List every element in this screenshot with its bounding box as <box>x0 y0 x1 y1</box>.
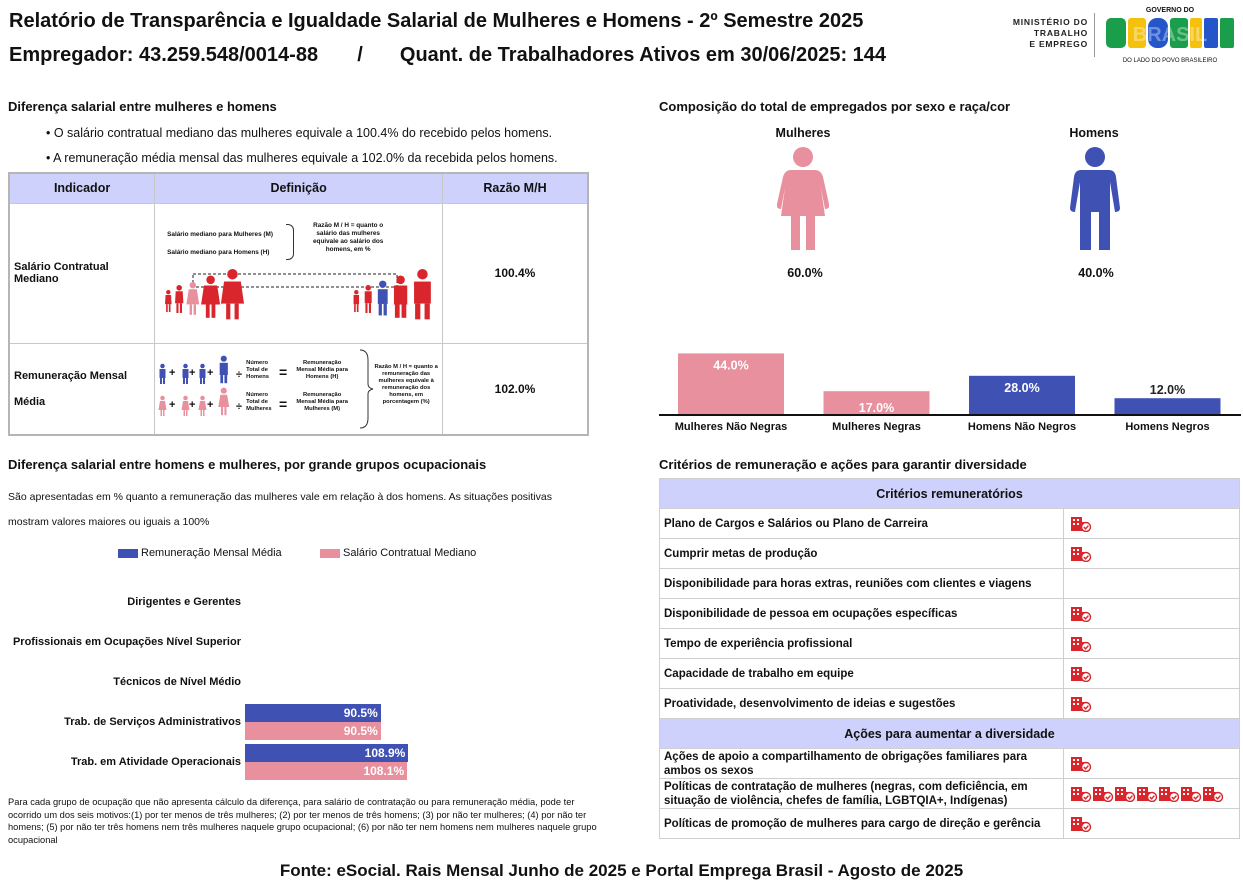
plus-2: + <box>189 366 196 379</box>
indicator-median-label: Salário Contratual Mediano <box>9 203 155 343</box>
salary-gap-title: Diferença salarial entre mulheres e homens <box>8 99 277 114</box>
indicator-table <box>8 172 589 436</box>
building-check-icon <box>1092 786 1114 802</box>
median-people-illustration <box>155 260 444 340</box>
criteria-item-label-1: Cumprir metas de produção <box>660 539 1064 569</box>
result-men: Remuneração Mensal Média para Homens (H) <box>296 359 348 380</box>
building-check-icon <box>1070 546 1092 562</box>
employer-id: Empregador: 43.259.548/0014-88 <box>9 44 319 66</box>
gov-top-text: GOVERNO DO <box>1145 7 1195 14</box>
criteria-item-row <box>660 659 1240 689</box>
occ-bar-3-0: 90.5% <box>245 704 381 722</box>
criteria-head-1-text: Critérios remuneratórios <box>660 479 1240 509</box>
indicator-row-remuneration <box>9 343 588 435</box>
criteria-item-label-4: Tempo de experiência profissional <box>660 629 1064 659</box>
building-check-icon <box>1070 666 1092 682</box>
criteria-head-2 <box>660 719 1240 749</box>
diversity-item-row <box>660 809 1240 839</box>
women-label: Mulheres <box>775 126 831 140</box>
remuneration-label-2: Média <box>14 395 46 408</box>
criteria-table <box>659 478 1240 839</box>
men-pct: 40.0% <box>1078 266 1114 280</box>
criteria-item-row <box>660 539 1240 569</box>
equals-2: = <box>279 395 288 412</box>
plus-1: + <box>169 366 176 379</box>
diversity-item-icons-1 <box>1064 779 1240 809</box>
indicator-row-median <box>9 203 588 343</box>
total-women: Número Total de Mulheres <box>246 391 272 412</box>
criteria-item-row <box>660 599 1240 629</box>
plus-3: + <box>207 366 214 379</box>
criteria-head-2-text: Ações para aumentar a diversidade <box>660 719 1240 749</box>
total-men: Número Total de Homens <box>246 359 270 380</box>
criteria-item-icons-3 <box>1064 599 1240 629</box>
plus-6: + <box>207 398 214 411</box>
building-check-icon <box>1070 636 1092 652</box>
criteria-item-row <box>660 629 1240 659</box>
median-women-line: Salário mediano para Mulheres (M) <box>167 230 273 238</box>
header-definition: Definição <box>155 173 443 203</box>
criteria-item-icons-2 <box>1064 569 1240 599</box>
criteria-item-icons-1 <box>1064 539 1240 569</box>
median-men-line: Salário mediano para Homens (H) <box>167 248 270 256</box>
divide-2: ÷ <box>236 400 243 413</box>
occ-bar-4-1: 108.1% <box>245 762 407 780</box>
legend-median-text: Salário Contratual Mediano <box>343 547 477 559</box>
occ-bar-4-0: 108.9% <box>245 744 408 762</box>
occupational-desc-1: São apresentadas em % quanto a remuneração das mulheres vale em relação à dos homens. As situações positivas <box>8 491 552 503</box>
header-ratio: Razão M/H <box>443 173 589 203</box>
legend-median <box>320 547 476 559</box>
comp-bar-label-1: 17.0% <box>858 401 895 415</box>
legend-remuneration-text: Remuneração Mensal Média <box>141 547 282 559</box>
gov-brasil-logo <box>1103 5 1237 65</box>
criteria-item-icons-6 <box>1064 689 1240 719</box>
building-check-icon <box>1070 696 1092 712</box>
woman-icon <box>777 146 829 250</box>
employer-line <box>9 44 886 67</box>
ministry-logo <box>996 17 1088 50</box>
ministry-line-3: E EMPREGO <box>1029 39 1088 49</box>
criteria-item-icons-4 <box>1064 629 1240 659</box>
diversity-item-icons-2 <box>1064 809 1240 839</box>
building-check-icon <box>1070 606 1092 622</box>
diversity-item-label-0: Ações de apoio a compartilhamento de obrigações familiares para ambos os sexos <box>660 749 1064 779</box>
median-note: Razão M / H = quanto o salário das mulheres equivale ao salário dos homens, em % <box>312 221 384 253</box>
header-indicator: Indicador <box>9 173 155 203</box>
ratio-remuneration: 102.0% <box>443 343 589 435</box>
report-title: Relatório de Transparência e Igualdade Salarial de Mulheres e Homens - 2º Semestre 2025 <box>9 10 864 32</box>
occupational-desc-2: mostram valores maiores ou iguais a 100% <box>8 516 210 528</box>
criteria-item-icons-0 <box>1064 509 1240 539</box>
occ-bar-3-1: 90.5% <box>245 722 381 740</box>
women-pct: 60.0% <box>787 266 823 280</box>
definition-median <box>155 203 443 343</box>
occ-category-3: Trab. de Serviços Administrativos <box>64 716 241 728</box>
man-icon <box>1070 146 1120 250</box>
women-group <box>165 269 244 319</box>
gov-word: BRASIL <box>1132 24 1208 46</box>
building-check-icon <box>1070 756 1092 772</box>
criteria-head-1 <box>660 479 1240 509</box>
result-women: Remuneração Mensal Média para Mulheres (M) <box>296 391 348 412</box>
building-check-icon <box>1202 786 1224 802</box>
criteria-item-label-3: Disponibilidade de pessoa em ocupações específicas <box>660 599 1064 629</box>
occupational-description <box>8 485 552 535</box>
remuneration-note: Razão M / H = quanto a remuneração das mulheres equivale à remuneração dos homens, em porcentagem (%) <box>374 363 438 405</box>
active-workers: Quant. de Trabalhadores Ativos em 30/06/2025: 144 <box>399 44 887 66</box>
bullet-remuneration: • A remuneração média mensal das mulheres equivale a 102.0% da recebida pelos homens. <box>46 151 558 165</box>
legend-swatch-blue <box>118 549 138 558</box>
criteria-item-row <box>660 689 1240 719</box>
comp-category-1: Mulheres Negras <box>832 421 921 433</box>
separator: / <box>357 44 363 66</box>
criteria-title: Critérios de remuneração e ações para garantir diversidade <box>659 457 1027 472</box>
criteria-item-row <box>660 509 1240 539</box>
legend-remuneration <box>118 547 282 559</box>
composition-bar-chart <box>659 345 1241 440</box>
diversity-item-row <box>660 779 1240 809</box>
legend-swatch-pink <box>320 549 340 558</box>
occ-category-0: Dirigentes e Gerentes <box>127 596 241 608</box>
plus-5: + <box>189 398 196 411</box>
divide-1: ÷ <box>236 368 243 381</box>
building-check-icon <box>1158 786 1180 802</box>
comp-category-0: Mulheres Não Negras <box>674 421 788 433</box>
criteria-item-label-5: Capacidade de trabalho em equipe <box>660 659 1064 689</box>
occupational-title: Diferença salarial entre homens e mulheres, por grande grupos ocupacionais <box>8 457 487 472</box>
bullet-contract: • O salário contratual mediano das mulheres equivale a 100.4% do recebido pelos homens. <box>46 126 553 140</box>
diversity-item-row <box>660 749 1240 779</box>
comp-bar-label-0: 44.0% <box>713 358 749 373</box>
footer-source: Fonte: eSocial. Rais Mensal Junho de 2025 e Portal Emprega Brasil - Agosto de 2025 <box>279 861 964 880</box>
comp-category-3: Homens Negros <box>1125 421 1210 433</box>
building-check-icon <box>1070 516 1092 532</box>
equals-1: = <box>279 363 288 380</box>
plus-4: + <box>169 398 176 411</box>
criteria-item-label-2: Disponibilidade para horas extras, reuniões com clientes e viagens <box>660 569 1064 599</box>
composition-title: Composição do total de empregados por sexo e raça/cor <box>659 99 1011 114</box>
diversity-item-label-2: Políticas de promoção de mulheres para cargo de direção e gerência <box>660 809 1064 839</box>
indicator-remuneration-label <box>9 343 155 435</box>
ministry-line-1: MINISTÉRIO DO <box>1012 17 1088 27</box>
gov-sub-text: DO LADO DO POVO BRASILEIRO <box>1122 58 1218 64</box>
building-check-icon <box>1180 786 1202 802</box>
criteria-item-label-0: Plano de Cargos e Salários ou Plano de Carreira <box>660 509 1064 539</box>
building-check-icon <box>1136 786 1158 802</box>
diversity-item-label-1: Políticas de contratação de mulheres (negras, com deficiência, em situação de violência, chefes de família, LGBTQIA+, Indígenas) <box>660 779 1064 809</box>
building-check-icon <box>1070 786 1092 802</box>
occupational-note: Para cada grupo de ocupação que não apresenta cálculo da diferença, para salário de contratação ou para remuneração média, pode ter ocorrido um dos seis motivos:(1) por ter menos de três mulheres; (2) por ter menos de três homens; (3) por não ter mulheres; (4) por não ter homens; (5) por não ter três homens nem três mulheres naquele grupo ocupacional; (6) por não ter nem homens nem mulheres naquele grupo ocupacional <box>8 797 597 845</box>
ministry-line-2: TRABALHO <box>1033 28 1088 38</box>
occ-category-1: Profissionais em Ocupações Nível Superior <box>12 636 241 648</box>
comp-bar-3 <box>1115 398 1221 415</box>
criteria-item-label-6: Proatividade, desenvolvimento de ideias e sugestões <box>660 689 1064 719</box>
occupational-bar-chart <box>0 582 600 782</box>
criteria-item-row <box>660 569 1240 599</box>
ratio-median: 100.4% <box>443 203 589 343</box>
definition-remuneration <box>155 343 443 435</box>
median-lines <box>167 226 273 262</box>
occ-category-4: Trab. em Atividade Operacionais <box>70 756 241 768</box>
men-group <box>354 269 431 319</box>
building-check-icon <box>1070 816 1092 832</box>
diversity-item-icons-0 <box>1064 749 1240 779</box>
men-label: Homens <box>1069 126 1119 140</box>
building-check-icon <box>1114 786 1136 802</box>
remuneration-label-1: Remuneração Mensal <box>14 369 128 382</box>
comp-bar-label-2: 28.0% <box>1004 380 1040 395</box>
comp-bar-label-3: 12.0% <box>1149 383 1186 398</box>
occ-category-2: Técnicos de Nível Médio <box>113 676 241 688</box>
median-brace <box>286 224 294 260</box>
criteria-item-icons-5 <box>1064 659 1240 689</box>
comp-category-2: Homens Não Negros <box>967 421 1077 433</box>
indicator-header-row <box>9 173 588 203</box>
